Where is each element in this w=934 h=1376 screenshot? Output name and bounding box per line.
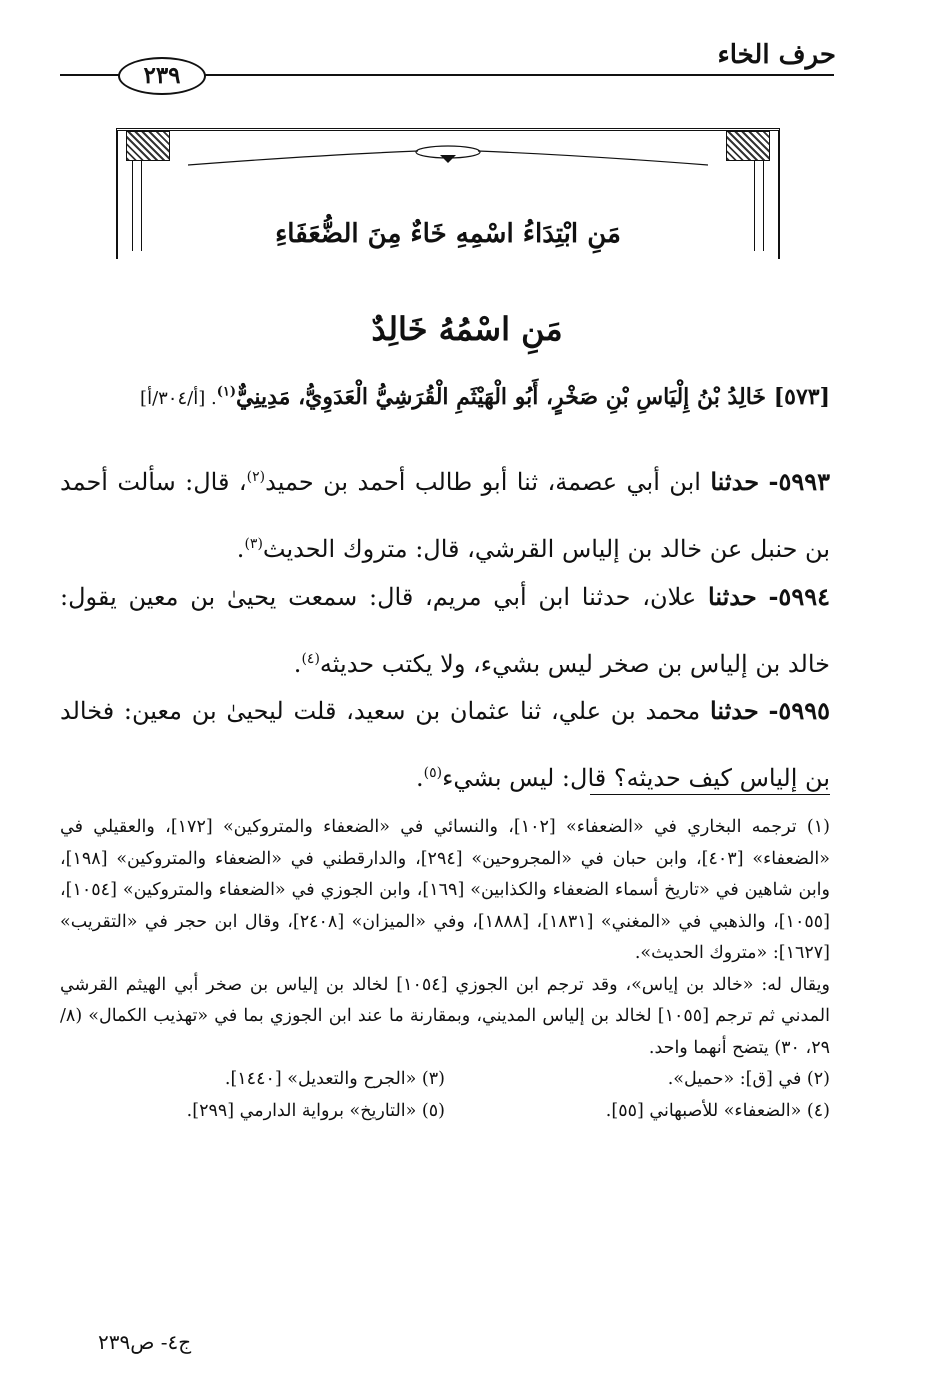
footnotes <box>60 812 830 1127</box>
hadith-keyword: حدثنا <box>710 467 760 496</box>
hadith-keyword: حدثنا <box>710 696 759 725</box>
footnote-mark: (٣) <box>244 536 263 552</box>
running-title: حرف الخاء <box>717 40 836 70</box>
volume-page-ref: ج٤- ص٢٣٩ <box>98 1330 192 1354</box>
hadith-text: محمد بن علي، ثنا عثمان بن سعيد، قلت ليحيىٰ بن معين: فخالد بن إلياس كيف حديثه؟ قال: ليس بشيء <box>60 697 830 792</box>
chapter-title: مَنِ ابْتِدَاءُ اسْمِهِ خَاءٌ مِنَ الضُّعَفَاءِ <box>275 219 621 249</box>
footnote-1: (١) ترجمه البخاري في «الضعفاء» [١٠٢]، والنسائي في «الضعفاء والمتروكين» [١٧٢]، والعقيلي في «الضعفاء» [٤٠٣]، وابن حبان في «المجروحين» [٢٩٤]، والدارقطني في «الضعفاء والمتروكين» [١٩٨]، وابن شاهين في «تاريخ أسماء الضعفاء والكذابين» [١٦٩]، وابن الجوزي في «الضعفاء والمتروكين» [١٠٥٤]، [١٠٥٥]، والذهبي في «المغني» [١٨٣١]، [١٨٨٨]، وفي «الميزان» [٢٤٠٨]، وقال ابن حجر في «التقريب» [١٦٢٧]: «متروك الحديث». <box>60 817 831 963</box>
entry-number: [٥٧٣] <box>773 384 830 410</box>
chapter-frame <box>116 128 780 259</box>
section-title: مَنِ اسْمُهُ خَالِدٌ <box>371 310 563 348</box>
entry-heading <box>60 384 830 410</box>
footnote-2: (٢) في [ق]: «حميل». <box>667 1069 830 1089</box>
footnote-5: (٥) «التاريخ» برواية الدارمي [٢٩٩]. <box>186 1100 445 1121</box>
footnote-row <box>60 1064 830 1096</box>
page-number: ٢٣٩ <box>118 57 206 95</box>
hadith-paragraph <box>60 566 830 695</box>
corner-ornament-icon <box>126 131 170 161</box>
hadith-text: ابن أبي عصمة، ثنا أبو طالب أحمد بن حميد <box>265 468 701 496</box>
hadith-keyword: حدثنا <box>708 582 757 611</box>
hadith-number: ٥٩٩٣- <box>768 467 830 496</box>
hadith-text: علان، حدثنا ابن أبي مريم، قال: سمعت يحيىٰ بن معين يقول: خالد بن إلياس بن صخر ليس بشيء، ولا يكتب حديثه <box>60 583 830 678</box>
manuscript-ref: . [أ/٣٠٤/أ] <box>140 388 217 409</box>
corner-ornament-icon <box>726 131 770 161</box>
footnote-mark: (٥) <box>423 765 443 781</box>
hadith-end: . <box>236 535 245 563</box>
hadith-text: ، قال: سألت أحمد بن حنبل عن خالد بن إلياس القرشي، قال: متروك الحديث <box>60 468 830 563</box>
ribbon-ornament-icon <box>188 143 708 167</box>
hadith-number: ٥٩٩٤- <box>768 582 830 611</box>
hadith-end: . <box>293 650 302 678</box>
footnote-row <box>60 1096 830 1128</box>
hadith-paragraph <box>60 680 830 809</box>
footnote-mark: (٢) <box>246 469 266 485</box>
hadith-paragraph <box>60 446 830 580</box>
footnote-4: (٤) «الضعفاء» للأصبهاني [٥٥]. <box>605 1100 830 1121</box>
footnote-mark: (١) <box>216 384 236 400</box>
footnote-3: (٣) «الجرح والتعديل» [١٤٤٠]. <box>224 1069 445 1089</box>
hadith-number: ٥٩٩٥- <box>768 696 830 725</box>
footnote-separator <box>590 794 830 795</box>
footnote-mark: (٤) <box>301 651 320 667</box>
hadith-end: . <box>416 764 424 792</box>
entry-name: خَالِدُ بْنُ إِلْيَاسِ بْنِ صَخْرٍ، أَبُو الْهَيْثَمِ الْقُرَشِيُّ الْعَدَوِيُّ، مَدِينِيٌّ <box>235 384 767 410</box>
footnote-1-note: ويقال له: «خالد بن إياس»، وقد ترجم ابن الجوزي [١٠٥٤] لخالد بن إلياس بن صخر أبي الهيثم القرشي المدني ثم ترجم [١٠٥٥] لخالد بن إلياس المديني، وبمقارنة ما عند ابن الجوزي بما في «تهذيب الكمال» (٨/ ٢٩، ٣٠) يتضح أنهما واحد. <box>60 974 830 1058</box>
